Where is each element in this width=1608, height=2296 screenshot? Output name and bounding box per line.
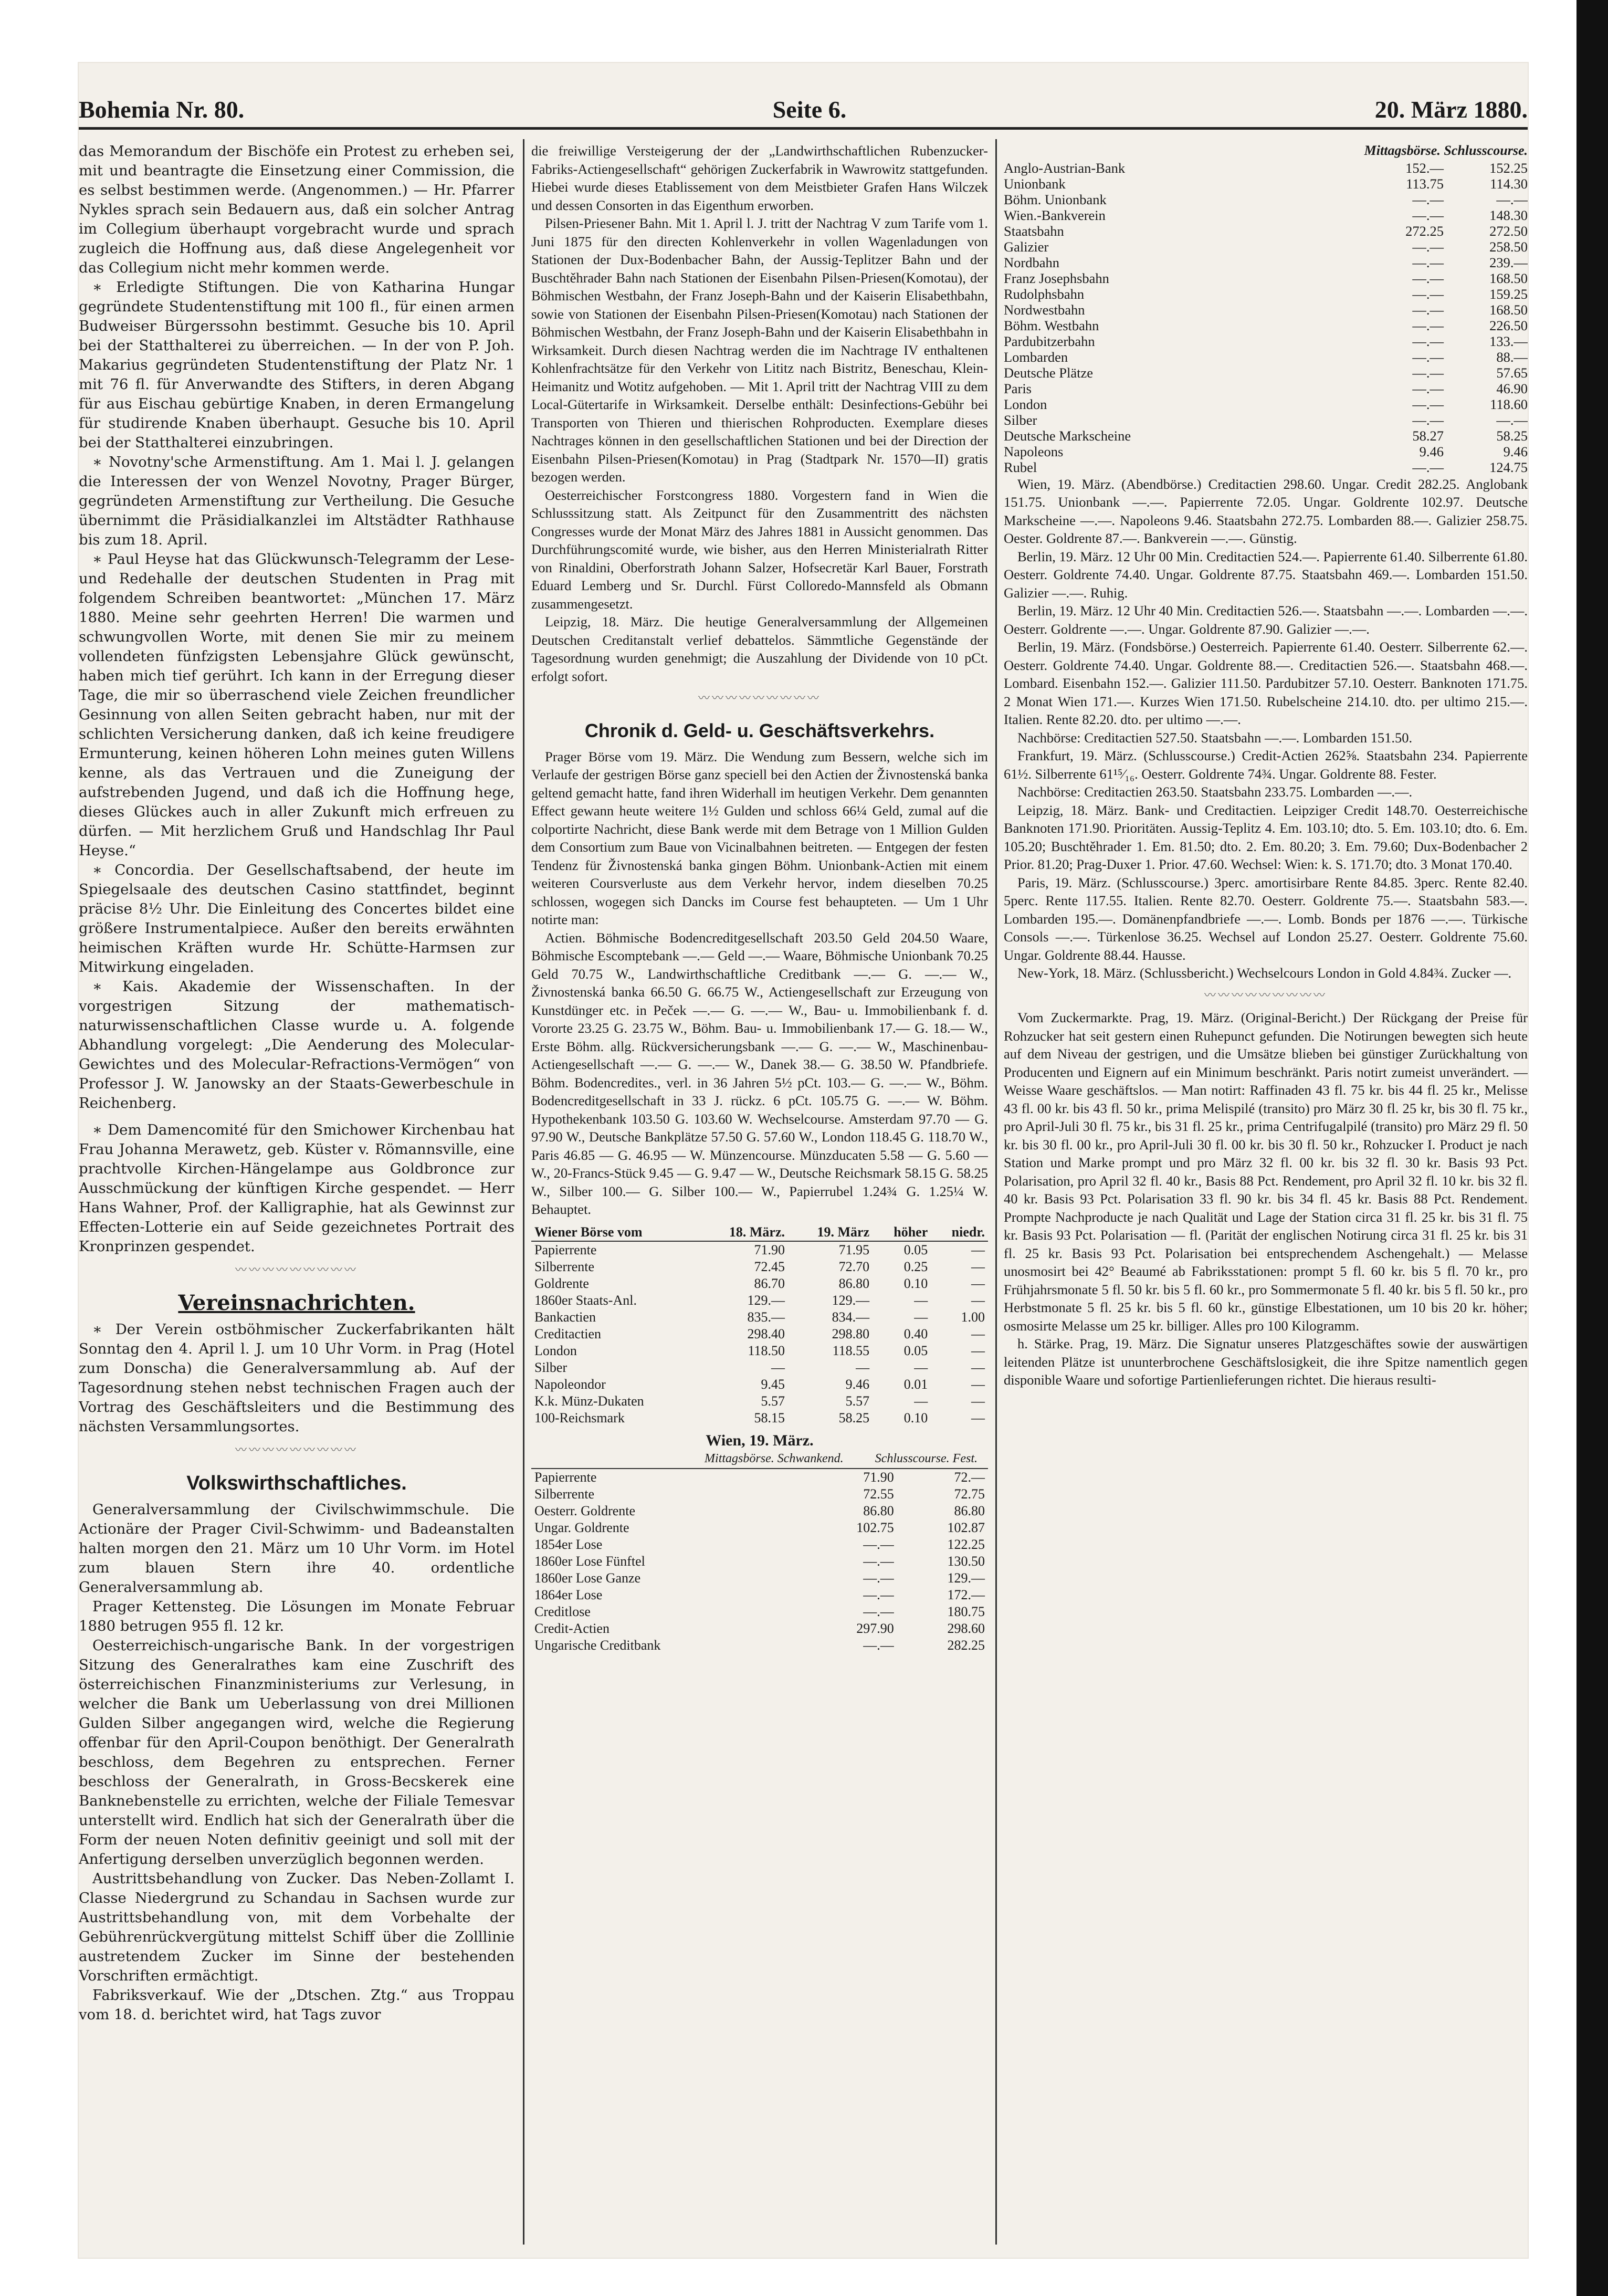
row-value: 297.90 xyxy=(856,1620,894,1636)
row-label: Anglo-Austrian-Bank xyxy=(1004,160,1126,176)
header-rule xyxy=(79,127,1528,130)
row-value: 835.— xyxy=(747,1309,785,1325)
column-header: höher xyxy=(873,1224,931,1241)
row-value: 5.57 xyxy=(761,1393,785,1409)
row-value: 168.50 xyxy=(1489,270,1528,286)
article-paragraph: Vom Zuckermarkte. Prag, 19. März. (Original-Bericht.) Der Rückgang der Preise für Rohzucker hat seit gestern einen Ruhepunct gefunden. Die Notirungen bewegten sich heute auf dem Niveau der gestrigen, und die Umsätze blieben bei günstiger Zurückhaltung von Producenten und Eignern auf ein Minimum beschränkt. Paris notirt zumeist unverändert. — Weisse Waare geschäftslos. — Man notirt: Raffinaden 43 fl. 75 kr. bis 44 fl. 25 kr., Melisse 43 fl. 00 kr. bis 43 fl. 50 kr., prima Melispilé (transito) pro März 30 fl. 25 kr, bis 30 fl. 75 kr., pro April-Juli 30 fl. 75 kr., bis 31 fl. 25 kr., prima Centrifugalpilé (transito) pro März 29 fl. 50 kr. bis 30 fl. 00 kr., pro April-Juli 30 fl. 00 kr. bis 30 fl. 50 kr., Rohzucker I. Product je nach Station und Marke prompt und pro März 32 fl. 00 kr. bis 32 fl. 30 kr. Basis 93 Pct. Polarisation, pro April 32 fl. 40 kr., Basis 88 Pct. Rendement, pro April 32 fl. 10 kr. bis 32 fl. 40 kr. Basis 93 Pct. Polarisation 33 fl. 90 kr. bis 34 fl. 45 kr. Basis 88 Pct. Rendement. Prompte Nachproducte je nach Qualität und Lage der Station circa 31 fl. 25 kr. bis 31 fl. 75 kr. Basis 93 Pct. Polarisation — fl. (Parität der englischen Notirung circa 31 fl. 25 kr. bis 31 fl. 25 kr. Basis 93 Pct. Polarisation bei entsprechendem Aschengehalt.) — Melasse unosmosirt bei 42° Beaumé ab Fabriksstationen: prompt 5 fl. 60 kr. bis 5 fl. 70 kr., pro Frühjahrsmonate 5 fl. 50 kr. bis 5 fl. 60 kr., pro Sommermonate 5 fl. 40 kr. bis 5 fl. 50 kr., pro Herbstmonate 5 fl. 25 kr. bis 5 fl. 60 kr., günstige Elbestationen, um 10 bis 20 kr. höher; osmosirte Melasse um 25 kr. billiger. Alles pro 100 Kilogramm. xyxy=(1004,1010,1528,1334)
row-value: 71.90 xyxy=(863,1469,894,1485)
table-row xyxy=(531,1309,988,1326)
column-divider xyxy=(523,139,524,2245)
table-row xyxy=(531,1553,988,1570)
table-row xyxy=(531,1259,988,1275)
row-label: Credit-Actien xyxy=(534,1620,609,1636)
row-value: 72.55 xyxy=(863,1486,894,1502)
row-label: Lombarden xyxy=(1004,349,1068,365)
row-label: Napoleondor xyxy=(534,1376,606,1392)
table-row xyxy=(531,1359,988,1376)
row-value: 58.25 xyxy=(838,1410,870,1425)
table-row xyxy=(1004,459,1528,475)
row-value: —.— xyxy=(863,1570,894,1586)
row-value: 72.75 xyxy=(954,1486,985,1502)
row-value: 226.50 xyxy=(1489,317,1528,333)
section-divider: 〰〰〰〰〰〰〰〰〰 xyxy=(235,1444,358,1457)
row-value: 0.40 xyxy=(903,1326,928,1341)
column-header: Wiener Börse vom xyxy=(531,1224,699,1241)
article-paragraph: Austrittsbehandlung von Zucker. Das Neben-Zollamt I. Classe Niedergrund zu Schandau in Sachsen wurde zur Austrittsbehandlung von, mit dem Vorbehalte der Gebührenrückvergütung mittelst Schiff über die Zolllinie austretendem Zucker im Sinne der bestehenden Vorschriften ermächtigt. xyxy=(79,1870,514,1984)
row-value: 102.87 xyxy=(947,1519,985,1535)
table-row xyxy=(531,1241,988,1259)
row-value: 58.15 xyxy=(754,1410,785,1425)
table-row xyxy=(531,1486,988,1503)
row-value: 129.— xyxy=(832,1292,870,1308)
row-value: 46.90 xyxy=(1496,380,1528,396)
row-label: 1864er Lose xyxy=(534,1587,603,1602)
row-value: 180.75 xyxy=(947,1603,985,1619)
row-value: 57.65 xyxy=(1496,364,1528,381)
article-paragraph: Nachbörse: Creditactien 527.50. Staatsbahn —.—. Lombarden 151.50. xyxy=(1017,729,1413,746)
table-row xyxy=(531,1503,988,1519)
column-3 xyxy=(1004,142,1528,2242)
row-label: Napoleons xyxy=(1004,443,1064,459)
newspaper-page xyxy=(79,63,1528,2258)
mittag-label: Mittagsbörse. Schwankend. xyxy=(705,1452,844,1465)
row-label: 1860er Lose Ganze xyxy=(534,1570,641,1586)
row-label: Silber xyxy=(534,1359,567,1375)
row-label: Silberrente xyxy=(534,1259,595,1274)
row-value: 58.25 xyxy=(1496,427,1528,444)
article-paragraph: Paris, 19. März. (Schlusscourse.) 3perc. amortisirbare Rente 84.85. 3perc. Rente 82.40. 5perc. Rente 117.55. Italien. Rente 82.70. Oesterr. Goldrente 75.—. Staatsbahn 583.—. Lombarden 195.—. Domänenpfandbriefe —.—. Lomb. Bonds per 1876 —.—. Türkische Consols —.—. Türkenlose 36.25. Wechsel auf London 25.27. Oesterr. Goldrente 75.60. Ungar. Goldrente 88.44. Hausse. xyxy=(1004,874,1528,963)
wien-mittag-body xyxy=(531,1469,988,1654)
row-label: Wien.-Bankverein xyxy=(1004,207,1106,223)
column-divider xyxy=(995,139,997,2245)
article-paragraph: Leipzig, 18. März. Bank- und Creditactien. Leipziger Credit 148.70. Oesterreichische Banknoten 171.90. Prioritäten. Aussig-Teplitz 4. Em. 103.10; dto. 5. Em. 103.10; dto. 6. Em. 105.20; Buschtěhrader 1. Em. 81.50; dto. 2. Em. 80.20; 3. Em. 79.60; Dux-Bodenbacher 2 Prior. 81.20; Prag-Duxer 1. Prior. 47.60. Wechsel: Wien: k. S. 171.70; dto. 3 Monat 170.40. xyxy=(1004,802,1528,872)
table-row xyxy=(1004,365,1528,381)
row-value: 0.05 xyxy=(903,1242,928,1257)
row-value: 114.30 xyxy=(1490,175,1528,192)
row-value: 0.05 xyxy=(903,1343,928,1358)
article-paragraph: Actien. Böhmische Bodencreditgesellschaft 203.50 Geld 204.50 Waare, Böhmische Escomptebank —.— Geld —.— Waare, Böhmische Unionbank 70.25 Geld 70.75 W., Landwirthschaftliche Creditbank —.— G. —.— W., Živnostenská banka 66.50 G. 66.75 W., Actiengesellschaft zur Erzeugung von Kunstdünger etc. in Peček —.— G. —.— W., Bau- u. Immobilienbank f. d. Vororte 23.25 G. 23.75 W., Böhm. Bau- u. Immobilienbank 17.— G. 18.— W., Erste Böhm. allg. Rückversicherungsbank —.— G. —.— W., Maschinenbau-Actiengesellschaft —.— G. —.— W., Danek 38.— G. 38.50 W. Pfandbriefe. Böhm. Bodencredites., verl. in 36 Jahren 5½ pCt. 103.— G. —.— W., Böhm. Bodencreditgesellschaft in 33 J. rückz. 6 pCt. 105.75 G. —.— W. Böhm. Hypothekenbank 103.50 G. 103.60 W. Wechselcourse. Amsterdam 97.70 — G. 97.90 W., Deutsche Bankplätze 57.50 G. 57.60 W., London 118.45 G. 118.70 W., Paris 46.85 — G. 46.95 — W. Münzencourse. Münzducaten 5.58 — G. 5.60 — W., 20-Francs-Stück 9.45 — G. 9.47 — W., Deutsche Reichsmark 58.15 G. 58.25 W., Silber 100.— G. Silber 100.— W., Papierrubel 1.24¾ G. 1.25¼ W. Behauptet. xyxy=(531,929,988,1217)
article-paragraph: ∗ Concordia. Der Gesellschaftsabend, der heute im Spiegelsaale des deutschen Casino stattfindet, beginnt präcise 8½ Uhr. Die Einleitung des Concertes bildet eine größere Instrumentalpiece. Außer den bereits erwähnten heimischen Kräften wurde Hr. Schütte-Harmsen zur Mitwirkung eingeladen. xyxy=(79,862,514,976)
table-row xyxy=(1004,207,1528,223)
table-row xyxy=(1004,318,1528,333)
row-value: 298.80 xyxy=(832,1326,870,1341)
wien-mittag-title: Wien, 19. März. xyxy=(706,1431,814,1449)
row-value: —.— xyxy=(1496,191,1528,207)
row-value: 0.01 xyxy=(903,1376,928,1392)
table-row xyxy=(531,1570,988,1587)
row-value: —.— xyxy=(1412,349,1444,365)
table-row xyxy=(1004,160,1528,176)
wien-mittag-subheader xyxy=(531,1450,988,1469)
row-label: Ungarische Creditbank xyxy=(534,1637,661,1653)
table-row xyxy=(531,1519,988,1536)
row-value: —.— xyxy=(1412,191,1444,207)
row-value: 172.— xyxy=(947,1587,985,1602)
row-value: —.— xyxy=(1412,207,1444,223)
row-label: Böhm. Westbahn xyxy=(1004,317,1099,333)
row-value: 152.— xyxy=(1405,160,1444,176)
row-value: 298.40 xyxy=(747,1326,785,1341)
article-paragraph: ∗ Novotny'sche Armenstiftung. Am 1. Mai l. J. gelangen die Interessen der von Wenzel Novotny, Prager Bürger, gegründeten Armenstiftung zur Vertheilung. Die Gesuche übernimmt die Präsidialkanzlei im Altstädter Rathhause bis zum 18. April. xyxy=(79,454,514,548)
row-value: — xyxy=(771,1359,785,1375)
article-paragraph: Oesterreichisch-ungarische Bank. In der vorgestrigen Sitzung des Generalrathes kam eine Zuschrift des österreichischen Finanzministeriums zur Verlesung, in welcher die Bank um Ueberlassung von drei Millionen Gulden Silber angegangen wird, welche die Regierung offenbar für den April-Coupon benöthigt. Der Generalrath beschloss, dem Begehren zu entsprechen. Ferner beschloss der Generalrath, in Gross-Becskerek eine Banknebenstelle zu errichten, welche der Filiale Temesvar unterstellt wird. Endlich hat sich der Generalrath über die Form der neuen Noten definitiv geeinigt und soll mit der Anfertigung derselben unverzüglich begonnen werden. xyxy=(79,1637,514,1868)
table-row xyxy=(531,1275,988,1292)
row-label: Goldrente xyxy=(534,1275,589,1291)
row-value: 148.30 xyxy=(1489,207,1528,223)
row-value: 0.10 xyxy=(903,1275,928,1291)
row-value: —.— xyxy=(1496,412,1528,428)
row-label: Oesterr. Goldrente xyxy=(534,1503,636,1518)
row-value: — xyxy=(971,1275,985,1291)
row-value: — xyxy=(914,1393,928,1409)
table-row xyxy=(1004,396,1528,412)
table-row xyxy=(1004,192,1528,207)
row-value: 113.75 xyxy=(1406,175,1444,192)
table-row xyxy=(531,1587,988,1603)
table-row xyxy=(1004,302,1528,318)
row-label: Silberrente xyxy=(534,1486,595,1502)
row-label: Paris xyxy=(1004,380,1032,396)
row-value: 282.25 xyxy=(947,1637,985,1653)
table-row xyxy=(531,1376,988,1393)
section-divider: 〰〰〰〰〰〰〰〰〰 xyxy=(1204,988,1327,1002)
table-row xyxy=(1004,239,1528,255)
row-value: — xyxy=(971,1410,985,1425)
table-row xyxy=(531,1603,988,1620)
row-value: 86.80 xyxy=(863,1503,894,1518)
article-paragraph: Generalversammlung der Civilschwimmschule. Die Actionäre der Prager Civil-Schwimm- und Badeanstalten halten morgen den 21. März um 10 Uhr Vorm. im Hotel zum blauen Stern ihre 40. ordentliche Generalversammlung ab. xyxy=(79,1501,514,1596)
row-value: —.— xyxy=(1412,254,1444,270)
row-value: 9.45 xyxy=(761,1376,785,1392)
article-paragraph: die freiwillige Versteigerung der der „Landwirthschaftlichen Rubenzucker-Fabriks-Actiengesellschaft“ gehörigen Zuckerfabrik in Wawrowitz stattgefunden. Hiebei wurde dieses Etablissement von dem Meistbieter Grafen Hans Wilczek und dessen Consorten in das Eigenthum erworben. xyxy=(531,143,988,213)
row-value: — xyxy=(914,1359,928,1375)
table-row xyxy=(1004,286,1528,302)
row-value: 834.— xyxy=(832,1309,870,1325)
article-paragraph: Berlin, 19. März. (Fondsbörse.) Oesterreich. Papierrente 61.40. Oesterr. Silberrente 62.—. Oesterr. Goldrente 74.40. Ungar. Goldrente 88.—. Creditactien 526.—. Staatsbahn 468.—. Lombard. Eisenbahn 152.—. Galizier 111.50. Pardubitzer 57.10. Oesterr. Banknoten 171.75. 2 Monat Wien 171.—. Kurzes Wien 171.50. Rubelscheine 214.10. dto. per ultimo 215.—. Italien. Rente 82.20. dto. per ultimo —.—. xyxy=(1004,639,1528,727)
article-paragraph: Leipzig, 18. März. Die heutige Generalversammlung der Allgemeinen Deutschen Creditanstalt verlief debattelos. Sämmtliche Gegenstände der Tagesordnung wurden genehmigt; die Auszahlung der Dividende von 10 pCt. erfolgt sofort. xyxy=(531,614,988,684)
row-value: 298.60 xyxy=(947,1620,985,1636)
article-paragraph: h. Stärke. Prag, 19. März. Die Signatur unseres Platzgeschäftes sowie der auswärtigen leitenden Plätze ist ununterbrochene Geschäftslosigkeit, die ihre Spitze namentlich gegen disponible Waare und sofortige Partienlieferungen richtet. Die hieraus resulti- xyxy=(1004,1336,1528,1388)
row-label: Creditactien xyxy=(534,1326,602,1341)
column-header: 19. März xyxy=(788,1224,873,1241)
row-value: — xyxy=(914,1292,928,1308)
article-paragraph: ∗ Paul Heyse hat das Glückwunsch-Telegramm der Lese- und Redehalle der deutschen Studenten in Prag mit folgendem Schreiben beantwortet: „München 17. März 1880. Meine sehr geehrten Herren! Die warmen und schwungvollen Worte, mit denen Sie mir zu meinem vollendeten fünfzigsten Lebensjahre Glück gewünscht, haben mich tief gerührt. Ich kann in der Erregung dieser Tage, die mir so überraschend viele Zeichen freundlicher Gesinnung von allen Seiten gebracht haben, nur mit der schlichten Versicherung danken, daß ich keine freudigere Ermunterung, keinen höheren Lohn meines guten Willens kenne, als das Vertrauen und die Zuneigung der aufstrebenden Jugend, und daß ich die Hoffnung hege, dieses Glückes auch in aller Zukunft mich erfreuen zu dürfen. — Mit herzlichem Gruß und Handschlag Ihr Paul Heyse.“ xyxy=(79,551,514,859)
table-row xyxy=(531,1410,988,1427)
row-value: 9.46 xyxy=(845,1376,870,1392)
row-label: Nordwestbahn xyxy=(1004,301,1085,318)
row-value: — xyxy=(971,1259,985,1274)
row-label: Nordbahn xyxy=(1004,254,1059,270)
kurs-table xyxy=(1004,160,1528,475)
table-row xyxy=(531,1292,988,1309)
article-paragraph: Oesterreichischer Forstcongress 1880. Vorgestern fand in Wien die Schlusssitzung statt. Als Zeitpunct für den Zusammentritt des nächsten Congresses wurde der Monat März des Jahres 1881 in Aussicht genommen. Das Durchführungscomité wurde, wie bisher, aus den Herren Ministerialrath Ritter von Rinaldini, Oberforstrath Johann Salzer, Hofsecretär Karl Bauer, Forstrath Eduard Lemberg und Sr. Durchl. Fürst Colloredo-Mannsfeld als Obmann zusammengesetzt. xyxy=(531,487,988,612)
row-value: —.— xyxy=(863,1603,894,1619)
wiener-boerse-body xyxy=(531,1241,988,1427)
page-header xyxy=(79,87,1528,123)
table-row xyxy=(531,1620,988,1637)
row-value: 159.25 xyxy=(1489,286,1528,302)
row-label: Deutsche Markscheine xyxy=(1004,427,1131,444)
row-value: —.— xyxy=(1412,270,1444,286)
row-value: 58.27 xyxy=(1412,427,1444,444)
row-label: Rubel xyxy=(1004,459,1037,475)
table-row xyxy=(1004,270,1528,286)
kurs-table-header: Mittagsbörse. Schlusscourse. xyxy=(1364,143,1528,158)
row-value: 258.50 xyxy=(1489,238,1528,255)
article-paragraph: Pilsen-Priesener Bahn. Mit 1. April l. J. tritt der Nachtrag V zum Tarife vom 1. Juni 1875 für den directen Kohlenverkehr in vollen Wagenladungen von Stationen der Dux-Bodenbacher Bahn, der Aussig-Teplitzer Bahn und der Buschtěhrader Bahn nach Stationen der Eisenbahn Pilsen-Priesen(Komotau), der Böhmischen Westbahn, der Franz Joseph-Bahn und der Kaiserin Elisabethbahn, sowie von Stationen der Eisenbahn Pilsen-Priesen(Komotau) nach Stationen der Böhmischen Westbahn, der Franz Joseph-Bahn und der Kaiserin Elisabethbahn in Wirksamkeit. Durch diesen Nachtrag werden die im Nachtrage IV enthaltenen Kohlenfrachtsätze für den Verkehr von Lititz nach Bistritz, Beneschau, Klein-Heimanitz und Wotitz aufgehoben. — Mit 1. April tritt der Nachtrag VIII zu dem Local-Gütertarife in Wirksamkeit. Derselbe enthält: Desinfections-Gebühr bei Transporten von Thieren und thierischen Rohproducten. Exemplare dieses Nachtrages können in den gesellschaftlichen Stationen und bei der Direction der Eisenbahn Pilsen-Priesen(Komotau) in Prag (Stadtpark Nr. 1570—II) gratis bezogen werden. xyxy=(531,215,988,485)
table-row xyxy=(531,1393,988,1410)
article-paragraph: ∗ Erledigte Stiftungen. Die von Katharina Hungar gegründete Studentenstiftung mit 100 fl., für einen armen Budweiser Bürgerssohn bestimmt. Gesuche bis 10. April bei der Statthalterei zu überreichen. — In der von P. Joh. Makarius gegründeten Studentenstiftung der Platz Nr. 1 mit 76 fl. für Anverwandte des Stifters, in deren Abgang für aus Eischau gebürtige Knaben, in deren Ermangelung für studirende Knaben überhaupt. Gesuche bis 10. April bei der Statthalterei einzubringen. xyxy=(79,279,514,451)
article-paragraph: das Memorandum der Bischöfe ein Protest zu erheben sei, mit und beantragte die Einsetzung einer Commission, die es selbst bestimmen werde. (Angenommen.) — Hr. Pfarrer Nykles sprach sein Bedauern aus, daß ein solcher Antrag im Collegium überhaupt vorgebracht wurde und sprach zugleich die Hoffnung aus, daß diese Angelegenheit vor das Collegium nicht mehr kommen werde. xyxy=(79,143,514,276)
table-row xyxy=(1004,223,1528,239)
row-value: —.— xyxy=(1412,396,1444,412)
row-label: Silber xyxy=(1004,412,1037,428)
article-paragraph: ∗ Dem Damencomité für den Smichower Kirchenbau hat Frau Johanna Merawetz, geb. Küster v. Römannsville, eine prachtvolle Kirchen-Hängelampe aus Goldbronce zur Ausschmückung der künftigen Kirche gespendet. — Herr Hans Wahner, Prof. der Kalligraphie, hat als Gewinnst zur Effecten-Lotterie ein auf Seide gezeichnetes Portrait des Kronprinzen gespendet. xyxy=(79,1121,514,1255)
scan-edge xyxy=(1577,0,1608,2296)
row-value: —.— xyxy=(1412,286,1444,302)
row-value: 272.25 xyxy=(1405,223,1444,239)
wien-mittag-table xyxy=(531,1469,988,1654)
row-value: — xyxy=(971,1242,985,1257)
row-value: — xyxy=(971,1359,985,1375)
header-page-number: Seite 6. xyxy=(772,96,847,123)
article-paragraph: Berlin, 19. März. 12 Uhr 00 Min. Creditactien 524.—. Papierrente 61.40. Silberrente 61.80. Oesterr. Goldrente 74.40. Ungar. Goldrente 87.75. Staatsbahn 469.—. Lombarden 151.50. Galizier —.—. Ruhig. xyxy=(1004,548,1528,601)
row-value: 0.25 xyxy=(903,1259,928,1274)
wiener-boerse-table xyxy=(531,1224,988,1427)
row-label: Unionbank xyxy=(1004,175,1066,192)
table-row xyxy=(531,1343,988,1359)
row-value: 5.57 xyxy=(845,1393,870,1409)
row-value: 71.95 xyxy=(838,1242,870,1257)
row-value: 86.70 xyxy=(754,1275,785,1291)
section-title-volkswirthschaftliches: Volkswirthschaftliches. xyxy=(186,1472,407,1494)
row-value: 9.46 xyxy=(1419,443,1444,459)
row-value: — xyxy=(971,1393,985,1409)
table-row xyxy=(1004,428,1528,444)
column-header: niedr. xyxy=(931,1224,988,1241)
row-value: 124.75 xyxy=(1489,459,1528,475)
row-value: 102.75 xyxy=(856,1519,894,1535)
row-value: 72.45 xyxy=(754,1259,785,1274)
article-paragraph: Prager Kettensteg. Die Lösungen im Monate Februar 1880 betrugen 955 fl. 12 kr. xyxy=(79,1598,514,1634)
article-paragraph: Fabriksverkauf. Wie der „Dtschen. Ztg.“ aus Troppau vom 18. d. berichtet wird, hat Tags zuvor xyxy=(79,1987,514,2023)
row-value: 88.— xyxy=(1496,349,1528,365)
row-value: 168.50 xyxy=(1489,301,1528,318)
article-paragraph: Prager Börse vom 19. März. Die Wendung zum Bessern, welche sich im Verlaufe der gestrigen Börse ganz speciell bei den Actien der Živnostenská banka geltend gemacht hatte, fand ihren Widerhall im heutigen Verkehr. Dem genannten Effect gewann heute weitere 1½ Gulden und schloss 66¼ Geld, zumal auf die colportirte Nachricht, diese Bank werde mit dem Betrage von 1 Million Gulden dem Consortium zum Baue von Vicinalbahnen beitreten. — Entgegen der festen Tendenz für Živnostenská banka gingen Böhm. Unionbank-Actien mit einem weiteren Coursverluste aus dem Verkehr hervor, indem dieselben 70.25 schlossen, wogegen sich Dancks im Course fest behaupteten. — Um 1 Uhr notirte man: xyxy=(531,748,988,927)
row-value: —.— xyxy=(863,1553,894,1569)
row-label: London xyxy=(1004,396,1047,412)
article-paragraph: ∗ Kais. Akademie der Wissenschaften. In der vorgestrigen Sitzung der mathematisch-naturwissenschaftlichen Classe wurde u. A. folgende Abhandlung vorgelegt: „Die Aenderung des Molecular-Gewichtes und des Molecular-Refractions-Vermögen“ von Professor J. W. Janowsky an der Staats-Gewerbeschule in Reichenberg. xyxy=(79,978,514,1112)
table-row xyxy=(1004,255,1528,270)
row-label: 1860er Staats-Anl. xyxy=(534,1292,637,1308)
table-row xyxy=(531,1326,988,1343)
row-value: —.— xyxy=(1412,301,1444,318)
row-label: Staatsbahn xyxy=(1004,223,1064,239)
row-value: 118.55 xyxy=(832,1343,870,1358)
kurs-table-body xyxy=(1004,160,1528,475)
table-row xyxy=(531,1536,988,1553)
table-row xyxy=(531,1637,988,1654)
table-row xyxy=(1004,412,1528,428)
row-label: Deutsche Plätze xyxy=(1004,364,1093,381)
table-row xyxy=(1004,349,1528,365)
row-value: —.— xyxy=(1412,364,1444,381)
article-paragraph: New-York, 18. März. (Schlussbericht.) Wechselcours London in Gold 4.84¾. Zucker —. xyxy=(1017,965,1512,981)
header-date: 20. März 1880. xyxy=(1374,96,1528,123)
row-value: 118.60 xyxy=(1490,396,1528,412)
schluss-label: Schlusscourse. Fest. xyxy=(875,1452,978,1465)
article-paragraph: Frankfurt, 19. März. (Schlusscourse.) Credit-Actien 262⅝. Staatsbahn 234. Papierrente 61½. Silberrente 61¹⁵⁄₁₆. Oesterr. Goldrente 74¾. Ungar. Goldrente 88. Fester. xyxy=(1004,748,1528,782)
row-value: 129.— xyxy=(747,1292,785,1308)
row-value: —.— xyxy=(1412,459,1444,475)
column-1 xyxy=(79,142,514,2242)
row-value: —.— xyxy=(1412,238,1444,255)
section-divider: 〰〰〰〰〰〰〰〰〰 xyxy=(235,1264,358,1277)
header-masthead: Bohemia Nr. 80. xyxy=(79,96,245,123)
row-value: 118.50 xyxy=(748,1343,785,1358)
row-value: —.— xyxy=(1412,333,1444,349)
row-label: London xyxy=(534,1343,577,1358)
row-value: 72.— xyxy=(954,1469,985,1485)
row-label: Rudolphsbahn xyxy=(1004,286,1085,302)
table-row xyxy=(1004,444,1528,459)
row-value: 152.25 xyxy=(1489,160,1528,176)
row-value: — xyxy=(971,1326,985,1341)
row-value: — xyxy=(971,1292,985,1308)
article-paragraph: Berlin, 19. März. 12 Uhr 40 Min. Creditactien 526.—. Staatsbahn —.—. Lombarden —.—. Oesterr. Goldrente —.—. Ungar. Goldrente 87.90. Galizier —.—. xyxy=(1004,603,1528,637)
row-label: Ungar. Goldrente xyxy=(534,1519,629,1535)
row-value: 0.10 xyxy=(903,1410,928,1425)
row-label: Franz Josephsbahn xyxy=(1004,270,1109,286)
row-label: 1854er Lose xyxy=(534,1536,603,1552)
row-value: 71.90 xyxy=(754,1242,785,1257)
row-value: 272.50 xyxy=(1489,223,1528,239)
row-label: Böhm. Unionbank xyxy=(1004,191,1107,207)
row-label: Galizier xyxy=(1004,238,1049,255)
row-value: 122.25 xyxy=(947,1536,985,1552)
section-title-vereinsnachrichten: Vereinsnachrichten. xyxy=(178,1291,415,1315)
row-value: 129.— xyxy=(947,1570,985,1586)
row-label: Papierrente xyxy=(534,1469,597,1485)
row-label: Papierrente xyxy=(534,1242,597,1257)
table-row xyxy=(1004,333,1528,349)
section-title-chronik: Chronik d. Geld- u. Geschäftsverkehrs. xyxy=(584,719,935,741)
row-value: 72.70 xyxy=(838,1259,870,1274)
row-value: 239.— xyxy=(1489,254,1528,270)
row-value: —.— xyxy=(863,1536,894,1552)
row-value: — xyxy=(914,1309,928,1325)
row-label: Creditlose xyxy=(534,1603,591,1619)
row-label: K.k. Münz-Dukaten xyxy=(534,1393,644,1409)
article-paragraph: ∗ Der Verein ostböhmischer Zuckerfabrikanten hält Sonntag den 4. April l. J. um 10 Uhr Vorm. in Prag (Hotel zum Donscha) die Generalversammlung ab. Auf der Tagesordnung stehen nebst technischen Fragen auch der Vortrag des Geschäftsleiters und die Bestimmung des nächsten Versammlungsortes. xyxy=(79,1321,514,1435)
article-paragraph: Nachbörse: Creditactien 263.50. Staatsbahn 233.75. Lombarden —.—. xyxy=(1017,784,1413,800)
section-divider: 〰〰〰〰〰〰〰〰〰 xyxy=(698,691,821,705)
row-value: —.— xyxy=(863,1587,894,1602)
row-label: 100-Reichsmark xyxy=(534,1410,625,1425)
row-label: Bankactien xyxy=(534,1309,596,1325)
column-header: 18. März. xyxy=(699,1224,788,1241)
table-header-row xyxy=(531,1224,988,1241)
row-value: —.— xyxy=(1412,380,1444,396)
row-value: 133.— xyxy=(1489,333,1528,349)
table-row xyxy=(1004,176,1528,192)
row-value: 86.80 xyxy=(954,1503,985,1518)
row-value: — xyxy=(971,1343,985,1358)
table-row xyxy=(531,1469,988,1486)
row-value: — xyxy=(971,1376,985,1392)
row-value: —.— xyxy=(863,1637,894,1653)
row-value: — xyxy=(856,1359,870,1375)
row-value: 1.00 xyxy=(961,1309,985,1325)
column-2 xyxy=(531,142,988,2242)
row-label: Pardubitzerbahn xyxy=(1004,333,1095,349)
row-value: 130.50 xyxy=(947,1553,985,1569)
row-value: —.— xyxy=(1412,412,1444,428)
table-row xyxy=(1004,381,1528,396)
row-value: —.— xyxy=(1412,317,1444,333)
article-paragraph: Wien, 19. März. (Abendbörse.) Creditactien 298.60. Ungar. Credit 282.25. Anglobank 151.75. Unionbank —.—. Papierrente 72.05. Ungar. Goldrente 102.97. Deutsche Markscheine —.—. Napoleons 9.46. Staatsbahn 272.75. Lombarden 88.—. Galizier 258.75. Oester. Goldrente 87.—. Bankverein —.—. Günstig. xyxy=(1004,476,1528,546)
row-label: 1860er Lose Fünftel xyxy=(534,1553,645,1569)
row-value: 86.80 xyxy=(838,1275,870,1291)
row-value: 9.46 xyxy=(1503,443,1528,459)
